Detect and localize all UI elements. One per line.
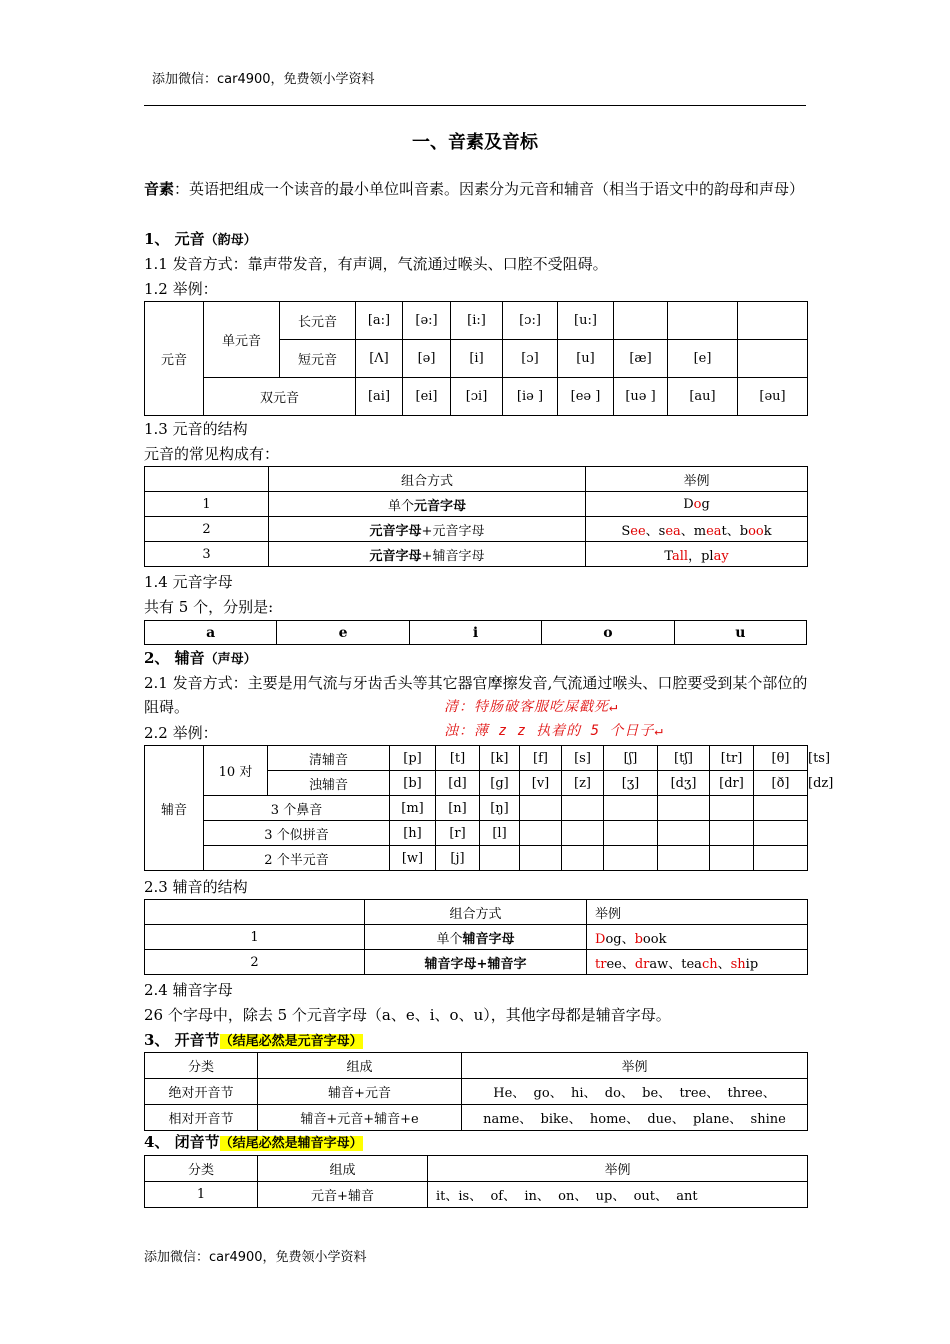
voiced-label: 浊辅音 (268, 771, 390, 796)
s1-p14: 1.4 元音字母 (144, 573, 233, 591)
row-number: 2 (145, 517, 269, 542)
syllable-category: 1 (145, 1182, 258, 1208)
liquid-consonant: [r] (436, 821, 480, 846)
example-text: S (621, 523, 631, 539)
voiceless-consonant: [θ] (754, 746, 808, 771)
empty-cell (480, 846, 520, 871)
liquid-consonant: [h] (390, 821, 436, 846)
semivowel-label: 2 个半元音 (204, 846, 390, 871)
highlighted-letters: ll (679, 548, 689, 564)
short-vowel-label: 短元音 (280, 340, 356, 378)
double-vowel: [au] (668, 378, 738, 416)
vowel-letter: o (542, 621, 674, 645)
highlighted-letters: b (634, 931, 643, 947)
s2-p22: 2.2 举例： (144, 724, 218, 742)
vowel-table (144, 301, 808, 416)
composition-header: 组成 (258, 1156, 428, 1182)
highlighted-letters: ea (665, 523, 681, 539)
vowel-structure-table (144, 466, 808, 567)
combination-method: 元音字母+辅音字母 (269, 542, 586, 567)
example-header: 举例 (586, 467, 808, 492)
empty-cell (754, 821, 808, 846)
s2-p24: 2.4 辅音字母 (144, 981, 233, 999)
s2-p23: 2.3 辅音的结构 (144, 878, 248, 896)
short-vowel: [u] (558, 340, 614, 378)
liquid-label: 3 个似拼音 (204, 821, 390, 846)
example-text: t、b (721, 523, 749, 539)
empty-cell (604, 821, 658, 846)
highlighted-letters: ea (706, 523, 722, 539)
voiced-consonant: [dr] (710, 771, 754, 796)
short-vowel: [Λ] (356, 340, 403, 378)
highlighted-letters: o (693, 496, 702, 512)
empty-cell (658, 821, 710, 846)
example-text: ，pl (688, 548, 714, 564)
voiced-consonant: [z] (562, 771, 604, 796)
nasal-consonant: [m] (390, 796, 436, 821)
empty-cell (658, 846, 710, 871)
highlighted-letters: ee (630, 523, 646, 539)
combination-method: 元音字母+元音字母 (269, 517, 586, 542)
syllable-examples: name、 bike、 home、 due、 plane、 shine (462, 1105, 808, 1131)
long-vowel (614, 302, 668, 340)
voiceless-consonant: [ʃ] (604, 746, 658, 771)
section4-highlight-note: （结尾必然是辅音字母） (219, 1136, 363, 1151)
nasal-consonant: [ŋ] (480, 796, 520, 821)
example-words (586, 542, 808, 567)
highlighted-letters: ay (713, 548, 729, 564)
section1-heading: 1、 元音（韵母） (144, 230, 257, 248)
empty-cell (520, 821, 562, 846)
short-vowel (738, 340, 808, 378)
empty-cell (754, 846, 808, 871)
highlighted-letters: sh (730, 956, 746, 972)
example-text: 、 (717, 956, 731, 972)
empty-cell (710, 821, 754, 846)
short-vowel: [e] (668, 340, 738, 378)
long-vowel: [i:] (451, 302, 503, 340)
example-text: ip (745, 956, 759, 972)
closed-syllable-table (144, 1155, 808, 1208)
long-vowel (738, 302, 808, 340)
long-vowel-label: 长元音 (280, 302, 356, 340)
s2-p21: 2.1 发音方式：主要是用气流与牙齿舌头等其它器官摩擦发音,气流通过喉头、口腔要受到某个部位的阻碍。 (144, 674, 808, 716)
syllable-composition: 元音+辅音 (258, 1182, 428, 1208)
syllable-category: 相对开音节 (145, 1105, 258, 1131)
semivowel-consonant: [j] (436, 846, 480, 871)
voiceless-consonant: [tr] (710, 746, 754, 771)
page-title: 一、音素及音标 (412, 132, 538, 153)
vowel-letter: u (674, 621, 806, 645)
page-header-note: 添加微信：car4900，免费领小学资料 (152, 72, 375, 87)
voiceless-consonant: [f] (520, 746, 562, 771)
s1-p11: 1.1 发音方式：靠声带发音，有声调，气流通过喉头、口腔不受阻碍。 (144, 255, 608, 273)
blank-header (145, 467, 269, 492)
category-header: 分类 (145, 1053, 258, 1079)
example-text: g (701, 496, 710, 512)
highlighted-letters: ch (701, 956, 718, 972)
row-number: 1 (145, 925, 365, 950)
syllable-composition: 辅音+元音+辅音+e (258, 1105, 462, 1131)
example-text: T (664, 548, 672, 564)
syllable-examples: it、is、 of、 in、 on、 up、 out、 ant (428, 1182, 808, 1208)
voiceless-consonant: [s] (562, 746, 604, 771)
nasal-consonant: [n] (436, 796, 480, 821)
section3-highlight-note: （结尾必然是元音字母） (219, 1034, 363, 1049)
highlighted-letters: tr (595, 956, 607, 972)
vowel-letters-table (144, 620, 807, 645)
empty-cell (562, 846, 604, 871)
double-vowel-label: 双元音 (204, 378, 356, 416)
s1-p13b: 元音的常见构成有： (144, 445, 280, 463)
syllable-composition: 辅音+元音 (258, 1079, 462, 1105)
example-text: k (763, 523, 772, 539)
highlighted-letters: oo (748, 523, 764, 539)
short-vowel: [i] (451, 340, 503, 378)
row-number: 3 (145, 542, 269, 567)
example-text: ook (642, 931, 667, 947)
section3-heading: 3、 开音节（结尾必然是元音字母） (144, 1031, 363, 1049)
empty-cell (520, 846, 562, 871)
voiceless-consonant: [tʃ] (658, 746, 710, 771)
category-header: 分类 (145, 1156, 258, 1182)
example-text: D (683, 496, 694, 512)
open-syllable-table (144, 1052, 808, 1131)
header-divider (144, 105, 806, 106)
combination-method: 辅音字母+辅音字 (365, 950, 587, 975)
empty-cell (710, 846, 754, 871)
double-vowel: [eə ] (558, 378, 614, 416)
single-vowel-label: 单元音 (204, 302, 280, 378)
handwritten-note-voiced: 浊：薄 z z 执着的 5 个日子↵ (444, 723, 664, 739)
double-vowel: [ɔi] (451, 378, 503, 416)
empty-cell (562, 796, 604, 821)
s1-p12: 1.2 举例： (144, 280, 218, 298)
nasal-label: 3 个鼻音 (204, 796, 390, 821)
section2-heading: 2、 辅音（声母） (144, 649, 257, 667)
example-words (587, 925, 808, 950)
voiceless-consonant: [p] (390, 746, 436, 771)
empty-cell (562, 821, 604, 846)
voiceless-consonant: [k] (480, 746, 520, 771)
voiced-consonant: [v] (520, 771, 562, 796)
voiced-consonant: [g] (480, 771, 520, 796)
example-header: 举例 (428, 1156, 808, 1182)
syllable-examples: He、 go、 hi、 do、 be、 tree、 three、 (462, 1079, 808, 1105)
empty-cell (604, 846, 658, 871)
liquid-consonant: [l] (480, 821, 520, 846)
empty-cell (754, 796, 808, 821)
empty-cell (658, 796, 710, 821)
long-vowel: [u:] (558, 302, 614, 340)
short-vowel: [æ] (614, 340, 668, 378)
consonant-table: 辅音 10 对 清辅音 [p] [t] [k] [f] [s] [ʃ] [tʃ] [tr] [θ] [ts] 浊辅音 [b] [d] [g] [v] [z] [ʒ] [dʒ] [dr] [ð] [dz] 3 个鼻音 [m] [n] [ŋ] 3 个似拼音 [h] [r] [l] 2 个半元音 [w] [j] (144, 745, 808, 871)
example-text: aw、tea (649, 956, 702, 972)
example-header: 举例 (462, 1053, 808, 1079)
example-text: ee、 (606, 956, 635, 972)
intro-term: 音素 (144, 180, 175, 198)
double-vowel: [ei] (403, 378, 451, 416)
blank-header (145, 900, 365, 925)
example-text: 、m (680, 523, 707, 539)
example-text: 、s (645, 523, 666, 539)
double-vowel: [əu] (738, 378, 808, 416)
voiced-consonant: [d] (436, 771, 480, 796)
long-vowel (668, 302, 738, 340)
long-vowel: [ɔ:] (503, 302, 558, 340)
combination-method: 单个元音字母 (269, 492, 586, 517)
voiceless-consonant: [t] (436, 746, 480, 771)
long-vowel: [ə:] (403, 302, 451, 340)
long-vowel: [a:] (356, 302, 403, 340)
composition-header: 组成 (258, 1053, 462, 1079)
highlighted-letters: dr (634, 956, 650, 972)
section4-heading: 4、 闭音节（结尾必然是辅音字母） (144, 1133, 363, 1151)
example-text: og、 (605, 931, 635, 947)
s1-p13: 1.3 元音的结构 (144, 420, 248, 438)
vowel-letter: i (409, 621, 541, 645)
double-vowel: [iə ] (503, 378, 558, 416)
row-number: 1 (145, 492, 269, 517)
empty-cell (520, 796, 562, 821)
consonant-structure-table (144, 899, 808, 975)
double-vowel: [uə ] (614, 378, 668, 416)
short-vowel: [ɔ] (503, 340, 558, 378)
double-vowel: [ai] (356, 378, 403, 416)
row-number: 2 (145, 950, 365, 975)
example-header: 举例 (587, 900, 808, 925)
pairs-label: 10 对 (204, 746, 268, 796)
vowel-letter: a (145, 621, 277, 645)
short-vowel: [ə] (403, 340, 451, 378)
intro-text: ：英语把组成一个读音的最小单位叫音素。因素分为元音和辅音（相当于语文中的韵母和声母） (174, 180, 805, 198)
s1-p14b: 共有 5 个，分别是: (144, 598, 274, 616)
page-footer-note: 添加微信：car4900，免费领小学资料 (144, 1250, 367, 1265)
voiceless-label: 清辅音 (268, 746, 390, 771)
handwritten-note-voiceless: 清：特肠破客服吃屎戳死↵ (444, 699, 619, 715)
method-header: 组合方式 (365, 900, 587, 925)
voiced-consonant: [b] (390, 771, 436, 796)
s2-p24b: 26 个字母中，除去 5 个元音字母（a、e、i、o、u），其他字母都是辅音字母。 (144, 1006, 671, 1024)
intro-paragraph (144, 177, 808, 201)
example-words (586, 517, 808, 542)
example-words (586, 492, 808, 517)
syllable-category: 绝对开音节 (145, 1079, 258, 1105)
consonant-main-label: 辅音 (145, 746, 204, 871)
method-header: 组合方式 (269, 467, 586, 492)
semivowel-consonant: [w] (390, 846, 436, 871)
voiced-consonant: [ʒ] (604, 771, 658, 796)
vowel-main-label: 元音 (145, 302, 204, 416)
highlighted-letters: a (671, 548, 680, 564)
empty-cell (604, 796, 658, 821)
voiced-consonant: [dʒ] (658, 771, 710, 796)
empty-cell (710, 796, 754, 821)
highlighted-letters: D (595, 931, 606, 947)
vowel-letter: e (277, 621, 409, 645)
example-words (587, 950, 808, 975)
voiced-consonant: [ð] (754, 771, 808, 796)
combination-method: 单个辅音字母 (365, 925, 587, 950)
